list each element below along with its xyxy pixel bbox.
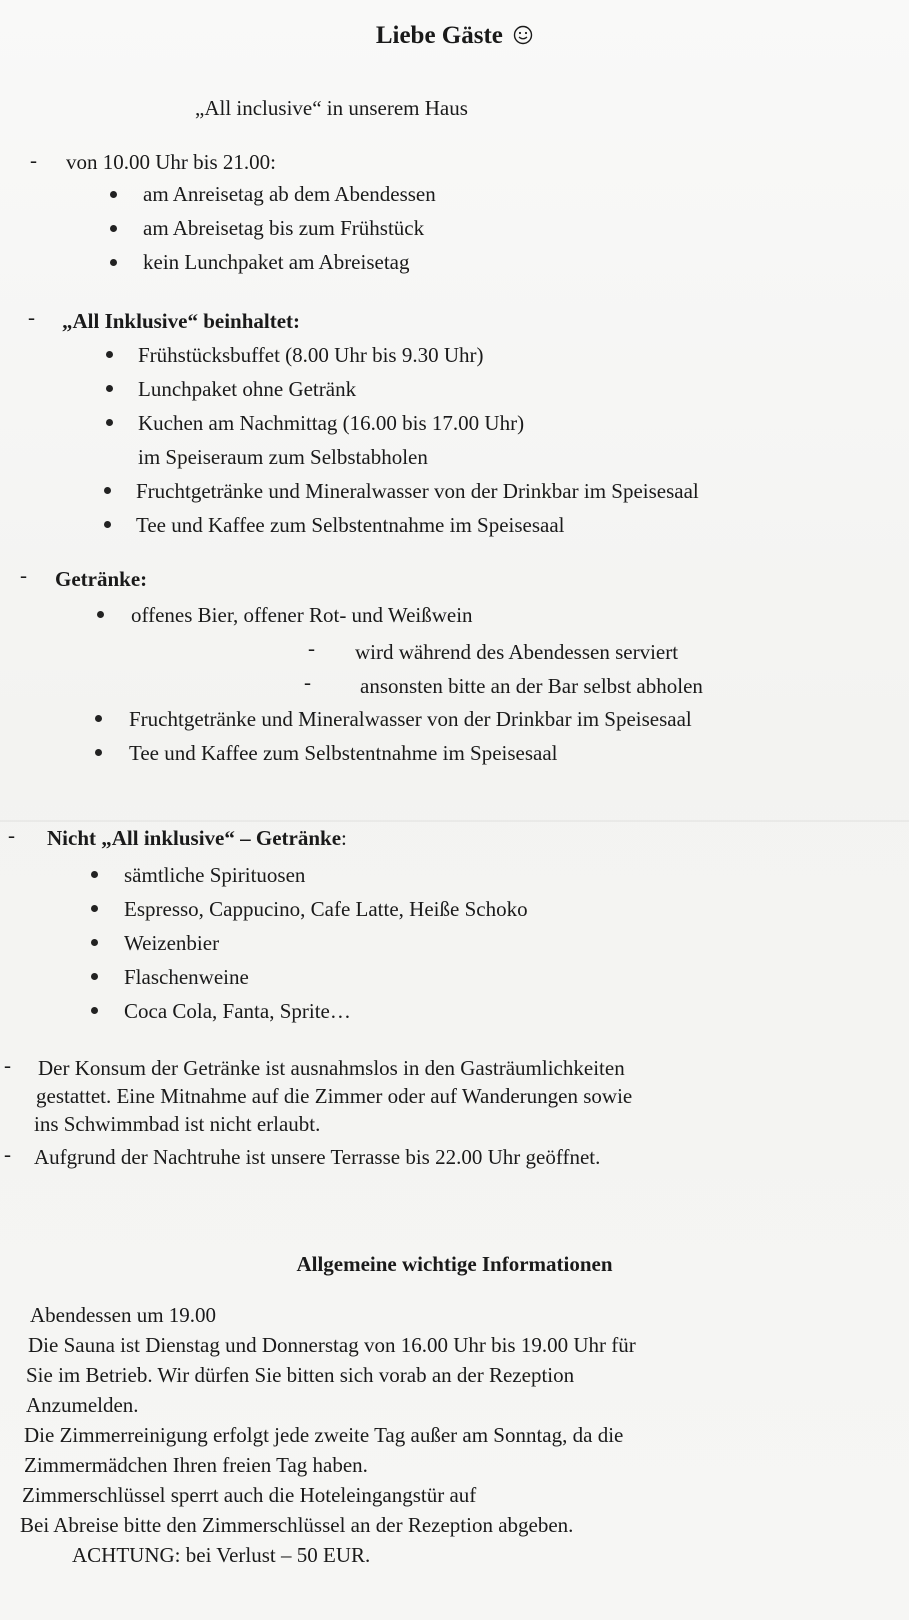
bullet [91, 1007, 98, 1014]
section1-lead: von 10.00 Uhr bis 21.00: [66, 150, 276, 174]
info-line: Anzumelden. [26, 1393, 139, 1417]
consumption-note-line: gestattet. Eine Mitnahme auf die Zimmer oder auf Wanderungen sowie [36, 1084, 633, 1108]
bullet [110, 225, 117, 232]
sub-list-item: ansonsten bitte an der Bar selbst abholen [360, 674, 703, 698]
list-item: Tee und Kaffee zum Selbstentnahme im Speisesaal [129, 741, 558, 765]
bullet [91, 939, 98, 946]
bullet [110, 191, 117, 198]
section4-heading-colon: : [341, 826, 347, 850]
list-item: Flaschenweine [124, 965, 249, 989]
list-item: Coca Cola, Fanta, Sprite… [124, 999, 351, 1023]
paper-fold [0, 820, 909, 822]
section3-heading: Getränke: [55, 567, 148, 591]
terrace-note: Aufgrund der Nachtruhe ist unsere Terrasse bis 22.00 Uhr geöffnet. [34, 1145, 601, 1169]
list-item: offenes Bier, offener Rot- und Weißwein [131, 603, 473, 627]
info-line: Sie im Betrieb. Wir dürfen Sie bitten sich vorab an der Rezeption [26, 1363, 575, 1387]
dash-marker: - [20, 563, 27, 587]
list-item: sämtliche Spirituosen [124, 863, 306, 887]
bullet [104, 521, 111, 528]
dash-marker: - [28, 305, 35, 329]
dash-marker: - [30, 148, 37, 172]
list-item-continuation: im Speiseraum zum Selbstabholen [138, 445, 428, 469]
list-item: kein Lunchpaket am Abreisetag [143, 250, 410, 274]
info-warning: ACHTUNG: bei Verlust – 50 EUR. [72, 1543, 371, 1567]
info-line: Zimmermädchen Ihren freien Tag haben. [24, 1453, 368, 1477]
bullet [91, 871, 98, 878]
bullet [106, 419, 113, 426]
dash-marker: - [8, 823, 15, 847]
bullet [104, 487, 111, 494]
bullet [110, 259, 117, 266]
info-line: Bei Abreise bitte den Zimmerschlüssel an der Rezeption abgeben. [20, 1513, 574, 1537]
title-text: Liebe Gäste [375, 22, 503, 49]
bullet [91, 973, 98, 980]
info-line: Abendessen um 19.00 [30, 1303, 217, 1327]
list-item: am Abreisetag bis zum Frühstück [143, 216, 425, 240]
list-item: Espresso, Cappucino, Cafe Latte, Heiße Schoko [124, 897, 528, 921]
section2-heading: „All Inklusive“ beinhaltet: [62, 309, 301, 333]
page-title [0, 22, 909, 50]
bullet [106, 385, 113, 392]
info-line: Zimmerschlüssel sperrt auch die Hoteleingangstür auf [22, 1483, 477, 1507]
list-item: Kuchen am Nachmittag (16.00 bis 17.00 Uhr) [138, 411, 525, 435]
bullet [95, 715, 102, 722]
list-item: Weizenbier [124, 931, 220, 955]
consumption-note-line: ins Schwimmbad ist nicht erlaubt. [34, 1112, 321, 1136]
list-item: Fruchtgetränke und Mineralwasser von der Drinkbar im Speisesaal [136, 479, 699, 503]
info-heading: Allgemeine wichtige Informationen [296, 1252, 613, 1276]
section4-heading-text: Nicht „All inklusive“ – Getränke [47, 826, 342, 850]
info-line: Die Zimmerreinigung erfolgt jede zweite Tag außer am Sonntag, da die [24, 1423, 624, 1447]
bullet [91, 905, 98, 912]
consumption-note-line: Der Konsum der Getränke ist ausnahmslos in den Gasträumlichkeiten [38, 1056, 625, 1080]
dash-marker: - [4, 1053, 11, 1077]
list-item: Lunchpaket ohne Getränk [138, 377, 357, 401]
info-line: Die Sauna ist Dienstag und Donnerstag von 16.00 Uhr bis 19.00 Uhr für [28, 1333, 636, 1357]
dash-marker: - [4, 1142, 11, 1166]
list-item: Fruchtgetränke und Mineralwasser von der Drinkbar im Speisesaal [129, 707, 692, 731]
smiley-icon [513, 25, 533, 45]
section4-heading [47, 826, 347, 851]
dash-marker: - [308, 636, 315, 660]
list-item: Frühstücksbuffet (8.00 Uhr bis 9.30 Uhr) [138, 343, 484, 367]
bullet [95, 749, 102, 756]
list-item: Tee und Kaffee zum Selbstentnahme im Speisesaal [136, 513, 565, 537]
list-item: am Anreisetag ab dem Abendessen [143, 182, 436, 206]
bullet [97, 611, 104, 618]
bullet [106, 351, 113, 358]
dash-marker: - [304, 670, 311, 694]
sub-list-item: wird während des Abendessen serviert [355, 640, 679, 664]
subtitle: „All inclusive“ in unserem Haus [195, 96, 468, 120]
